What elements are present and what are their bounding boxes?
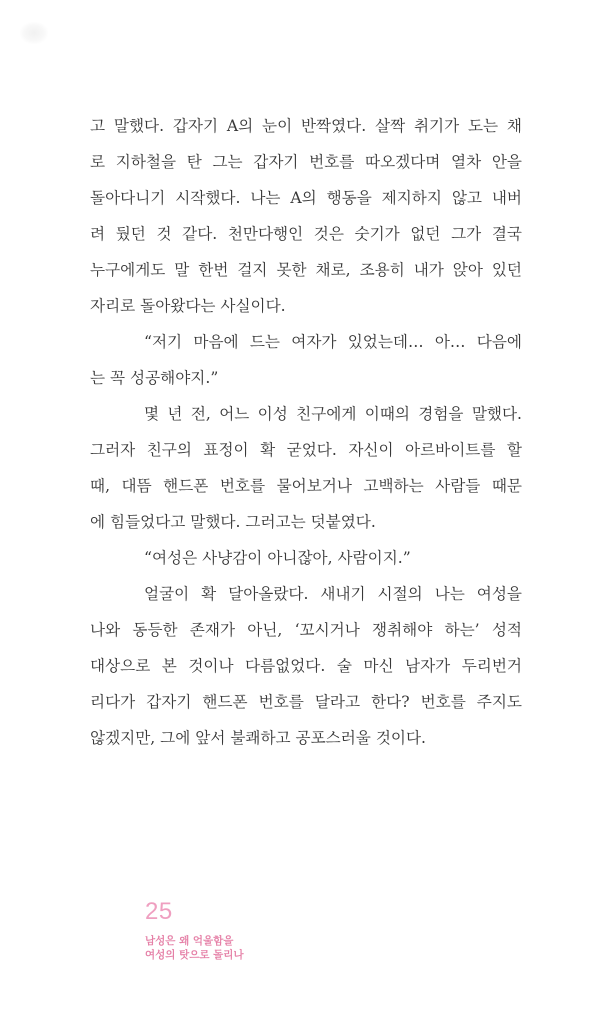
text-line: 자리로 돌아왔다는 사실이다. (90, 297, 286, 315)
running-title-line-2: 여성의 탓으로 돌리나 (145, 949, 244, 961)
text-line: “여성은 사냥감이 아니잖아, 사람이지.” (144, 549, 411, 567)
text-line: 않겠지만, 그에 앞서 불쾌하고 공포스러울 것이다. (90, 729, 426, 747)
running-title (145, 934, 244, 962)
text-line: 로 지하철을 탄 그는 갑자기 번호를 따오겠다며 열차 안을 (90, 153, 522, 171)
text-line: 고 말했다. 갑자기 A의 눈이 반짝였다. 살짝 취기가 도는 채 (90, 117, 522, 135)
text-line: “저기 마음에 드는 여자가 있었는데… 아… 다음에 (144, 333, 522, 351)
text-line: 리다가 갑자기 핸드폰 번호를 달라고 한다? 번호를 주지도 (90, 693, 522, 711)
text-line: 대상으로 본 것이나 다름없었다. 술 마신 남자가 두리번거 (90, 657, 522, 675)
text-line: 나와 동등한 존재가 아닌, ‘꼬시거나 쟁취해야 하는’ 성적 (90, 621, 522, 639)
text-line: 돌아다니기 시작했다. 나는 A의 행동을 제지하지 않고 내버 (90, 189, 522, 207)
text-line: 려 뒀던 것 같다. 천만다행인 것은 숫기가 없던 그가 결국 (90, 225, 522, 243)
page-number: 25 (145, 898, 173, 925)
text-line: 때, 대뜸 핸드폰 번호를 물어보거나 고백하는 사람들 때문 (90, 477, 522, 495)
text-line: 누구에게도 말 한번 걸지 못한 채로, 조용히 내가 앉아 있던 (90, 261, 522, 279)
text-line: 그러자 친구의 표정이 확 굳었다. 자신이 아르바이트를 할 (90, 441, 522, 459)
body-text (90, 108, 522, 756)
text-line: 얼굴이 확 달아올랐다. 새내기 시절의 나는 여성을 (144, 585, 522, 603)
text-line: 는 꼭 성공해야지.” (90, 369, 219, 387)
text-line: 에 힘들었다고 말했다. 그러고는 덧붙였다. (90, 513, 376, 531)
scan-smudge (20, 22, 48, 44)
running-title-line-1: 남성은 왜 억울함을 (145, 935, 234, 947)
page-footer (145, 898, 244, 962)
text-line: 몇 년 전, 어느 이성 친구에게 이때의 경험을 말했다. (144, 405, 522, 423)
